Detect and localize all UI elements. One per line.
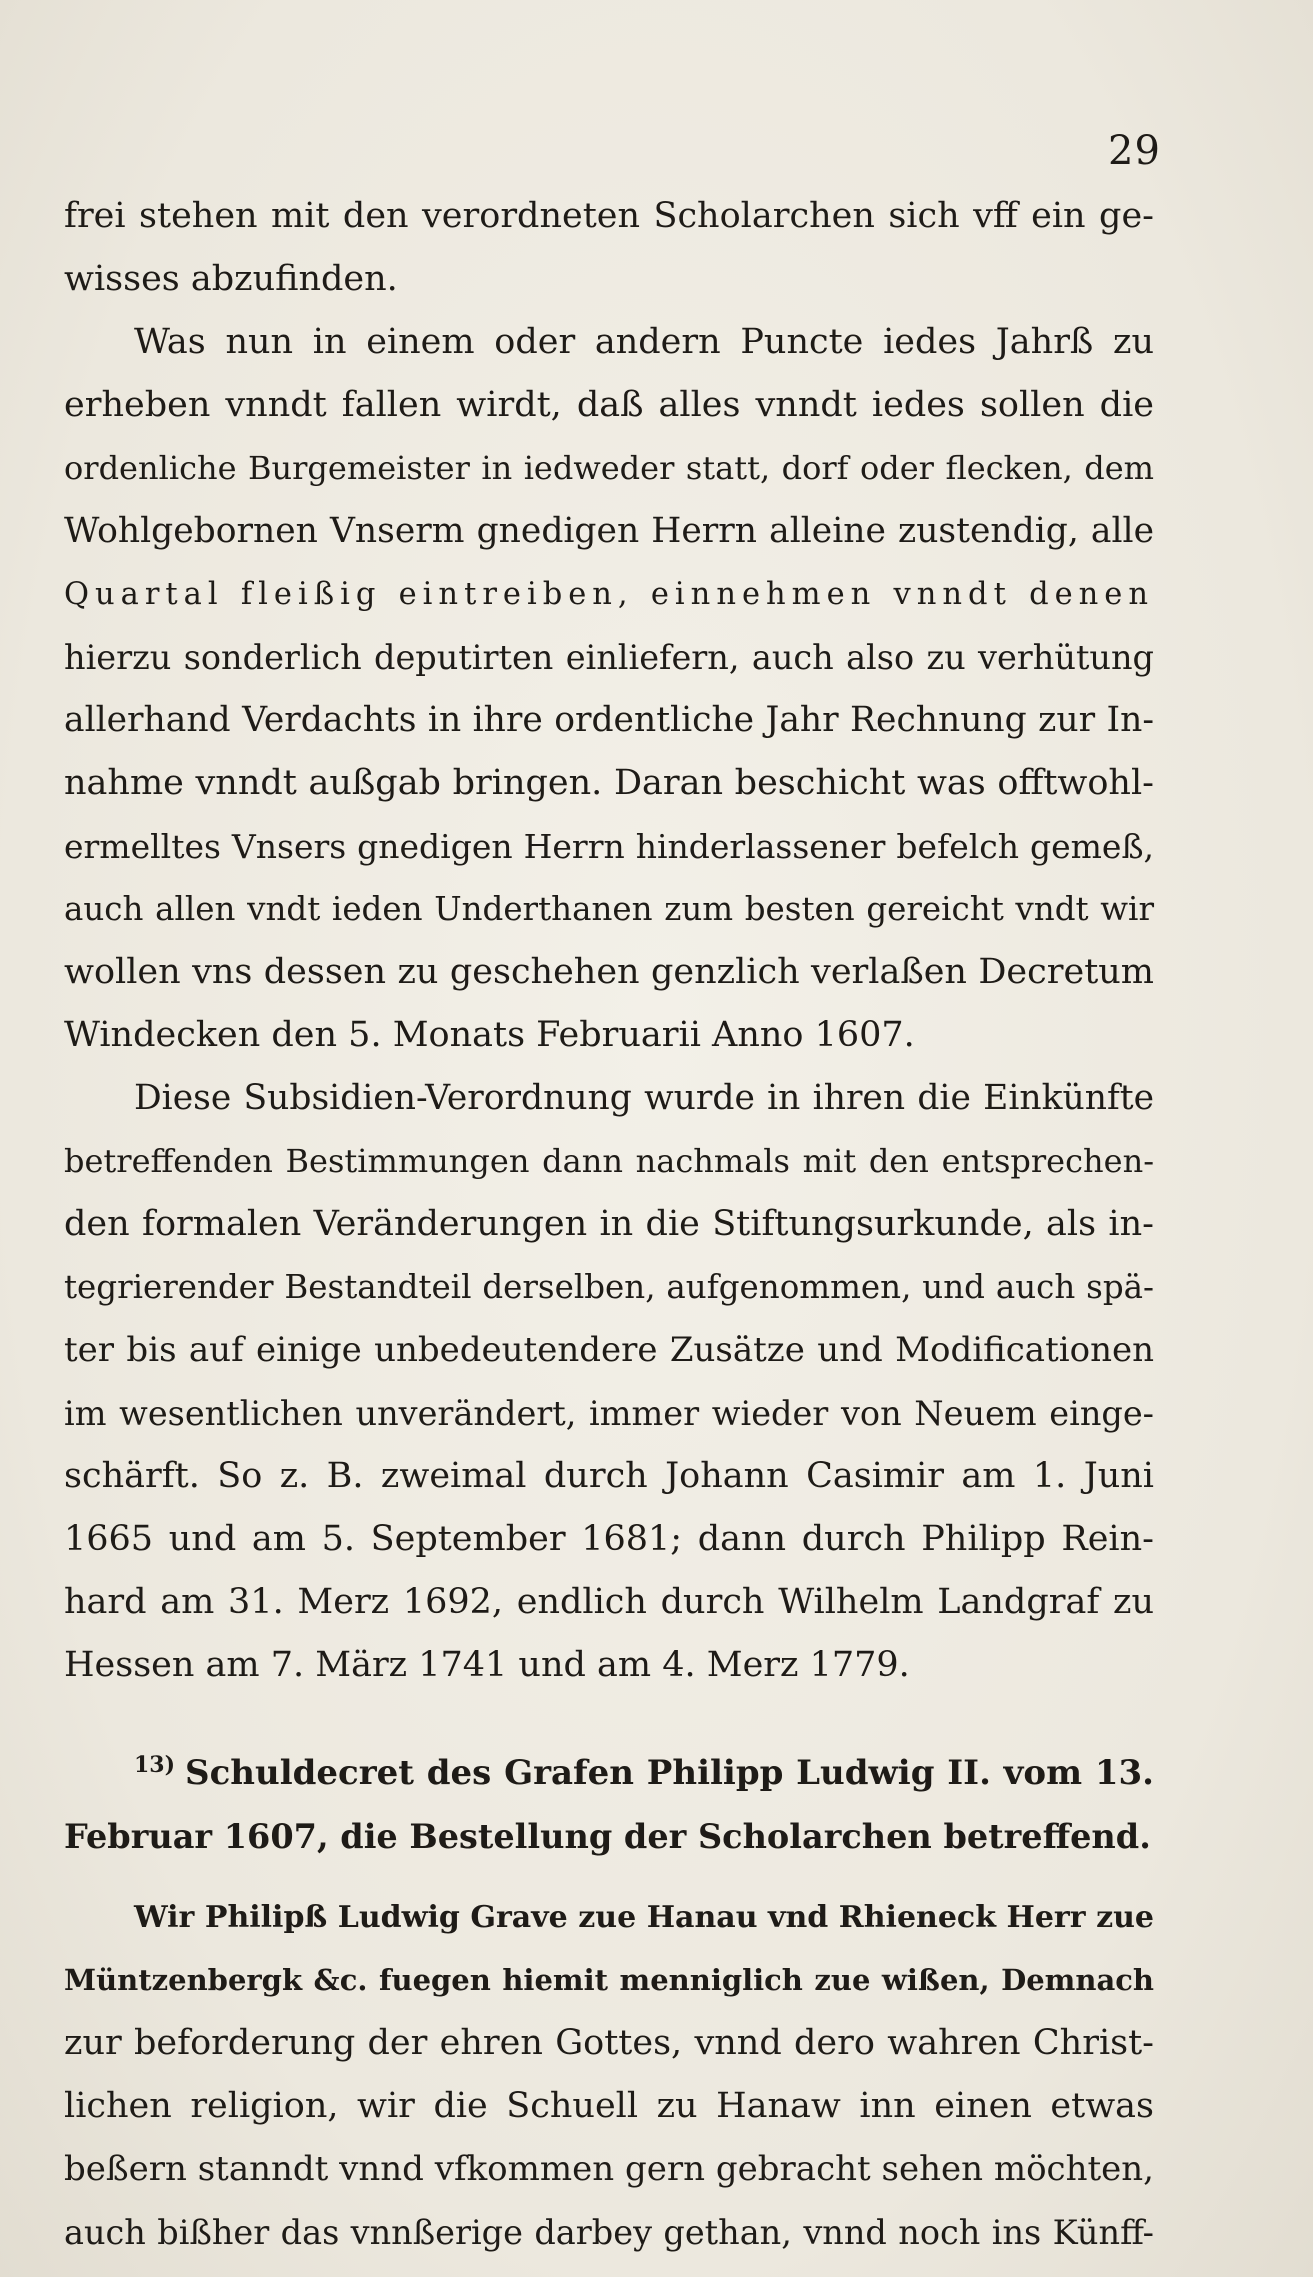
text-line: hierzu sonderlich deputirten einliefern, auch also zu verhütung bbox=[64, 638, 1154, 677]
text-line: Hessen am 7. März 1741 und am 4. Merz 1779. bbox=[64, 1645, 910, 1685]
text-line: Diese Subsidien-Verordnung wurde in ihren die Einkünfte bbox=[134, 1078, 1154, 1118]
text-line: hard am 31. Merz 1692, endlich durch Wilhelm Landgraf zu bbox=[64, 1582, 1154, 1622]
paragraph-2 bbox=[64, 311, 1154, 1067]
paragraph-3 bbox=[64, 1067, 1154, 1697]
footnote-marker: 13) bbox=[134, 1751, 176, 1778]
text-line: 1665 und am 5. September 1681; dann durch Philipp Rein- bbox=[64, 1519, 1154, 1559]
section-heading bbox=[64, 1742, 1154, 1868]
decree-line: lichen religion, wir die Schuell zu Hanaw inn einen etwas bbox=[64, 2086, 1154, 2126]
text-line: im wesentlichen unverändert, immer wieder von Neuem einge- bbox=[64, 1394, 1154, 1433]
heading-text: Schuldecret des Grafen Philipp Ludwig II. vom 13. bbox=[185, 1753, 1154, 1793]
text-line: allerhand Verdachts in ihre ordentliche Jahr Rechnung zur In- bbox=[64, 700, 1154, 740]
section-gap bbox=[64, 1868, 1154, 1886]
decree-line: zur beforderung der ehren Gottes, vnnd dero wahren Christ- bbox=[64, 2023, 1154, 2063]
heading-line: Februar 1607, die Bestellung der Scholarchen betreffend. bbox=[64, 1817, 1151, 1856]
text-line: ermelltes Vnsers gnedigen Herrn hinderlassener befelch gemeß, bbox=[64, 827, 1154, 866]
text-line: Was nun in einem oder andern Puncte iedes Jahrß zu bbox=[134, 322, 1154, 362]
text-line: auch allen vndt ieden Underthanen zum besten gereicht vndt wir bbox=[64, 890, 1154, 928]
text-line: frei stehen mit den verordneten Scholarchen sich vff ein ge- bbox=[64, 196, 1154, 236]
decree-text bbox=[64, 1886, 1154, 2264]
text-line: ordenliche Burgemeister in iedweder statt, dorf oder flecken, dem bbox=[64, 449, 1154, 487]
decree-line: Wir Philipß Ludwig Grave zue Hanau vnd Rhieneck Herr zue bbox=[134, 1900, 1154, 1935]
text-line: wollen vns dessen zu geschehen genzlich verlaßen Decretum bbox=[64, 952, 1154, 992]
text-line: Quartal fleißig eintreiben, einnehmen vnndt denen bbox=[64, 577, 1154, 612]
text-line: tegrierender Bestandteil derselben, aufgenommen, und auch spä- bbox=[64, 1268, 1154, 1306]
text-line: betreffenden Bestimmungen dann nachmals mit den entsprechen- bbox=[64, 1142, 1154, 1180]
text-line: wisses abzufinden. bbox=[64, 259, 398, 299]
decree-line: beßern stanndt vnnd vfkommen gern gebracht sehen möchten, bbox=[64, 2149, 1154, 2189]
heading-line bbox=[64, 1742, 1154, 1805]
decree-line: auch bißher das vnnßerige darbey gethan, vnnd noch ins Künff- bbox=[64, 2213, 1154, 2252]
page-number: 29 bbox=[1108, 128, 1161, 174]
decree-line: Müntzenbergk &c. fuegen hiemit menniglich zue wißen, Demnach bbox=[64, 1963, 1154, 1997]
text-line: nahme vnndt außgab bringen. Daran beschicht was offtwohl- bbox=[64, 763, 1154, 803]
text-line: erheben vnndt fallen wirdt, daß alles vnndt iedes sollen die bbox=[64, 385, 1154, 425]
body-text bbox=[64, 185, 1154, 2264]
text-line: schärft. So z. B. zweimal durch Johann Casimir am 1. Juni bbox=[64, 1456, 1154, 1496]
text-line: Windecken den 5. Monats Februarii Anno 1607. bbox=[64, 1015, 915, 1055]
section-gap bbox=[64, 1697, 1154, 1742]
text-line: den formalen Veränderungen in die Stiftungsurkunde, als in- bbox=[64, 1204, 1154, 1244]
text-line: ter bis auf einige unbedeutendere Zusätze und Modificationen bbox=[64, 1330, 1154, 1370]
paragraph-1 bbox=[64, 185, 1154, 311]
text-line: Wohlgebornen Vnserm gnedigen Herrn alleine zustendig, alle bbox=[64, 511, 1154, 551]
